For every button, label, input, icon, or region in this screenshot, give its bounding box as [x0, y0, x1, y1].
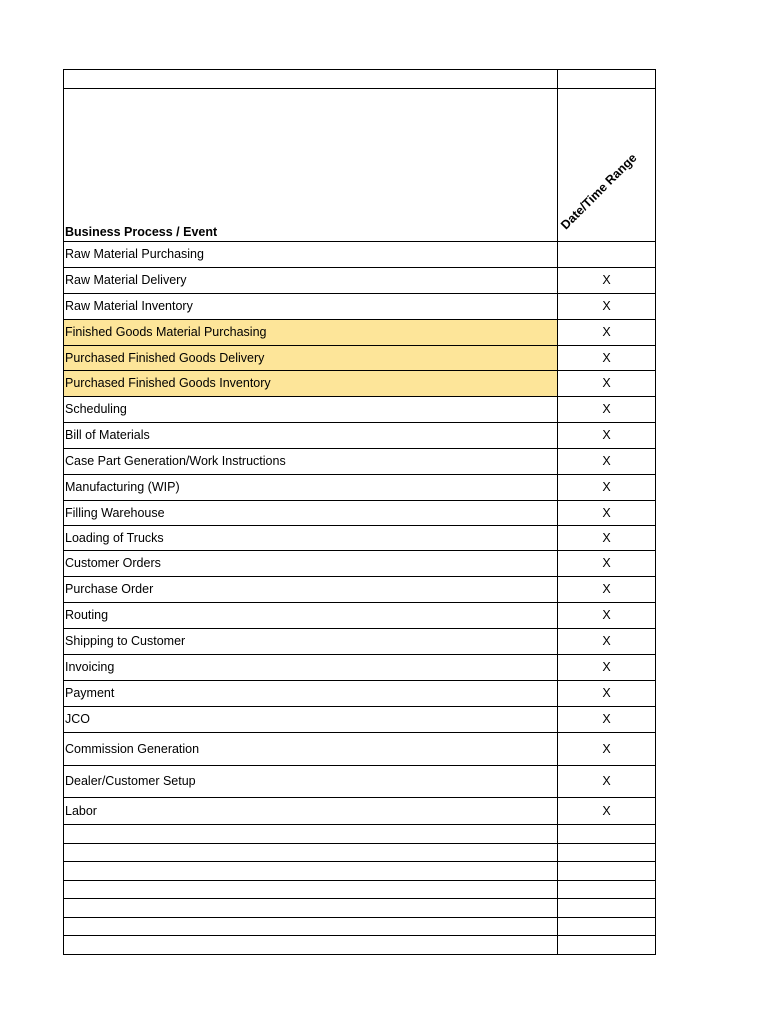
table-row: [64, 526, 656, 551]
date-time-range-mark: X: [558, 501, 656, 526]
process-name-cell: Dealer/Customer Setup: [64, 766, 558, 798]
date-time-range-mark: X: [558, 766, 656, 798]
date-time-range-mark: X: [558, 449, 656, 475]
date-time-range-mark: [558, 899, 656, 918]
table-row: [64, 346, 656, 371]
empty-row: [64, 918, 656, 936]
empty-row: [64, 825, 656, 844]
table-row: [64, 268, 656, 294]
process-name-cell: [64, 825, 558, 844]
date-time-range-mark: X: [558, 346, 656, 371]
date-time-range-mark: X: [558, 371, 656, 397]
date-time-range-mark: X: [558, 577, 656, 603]
process-name-cell: [64, 881, 558, 899]
process-name-cell: Raw Material Delivery: [64, 268, 558, 294]
date-time-range-mark: [558, 825, 656, 844]
process-name-cell: Customer Orders: [64, 551, 558, 577]
table-row: [64, 242, 656, 268]
process-name-cell: [64, 899, 558, 918]
table-row: [64, 798, 656, 825]
process-name-cell: Scheduling: [64, 397, 558, 423]
empty-row: [64, 881, 656, 899]
process-name-cell: [64, 844, 558, 862]
date-time-range-mark: X: [558, 681, 656, 707]
process-name-cell: Purchase Order: [64, 577, 558, 603]
table-row: [64, 766, 656, 798]
process-name-cell: Payment: [64, 681, 558, 707]
header-date-time-range-cell: [558, 89, 656, 242]
table-row: [64, 603, 656, 629]
process-table-body: [64, 70, 656, 955]
process-name-cell: Raw Material Inventory: [64, 294, 558, 320]
date-time-range-mark: X: [558, 798, 656, 825]
date-time-range-mark: X: [558, 603, 656, 629]
date-time-range-mark: [558, 936, 656, 955]
table-row: [64, 681, 656, 707]
empty-row: [64, 936, 656, 955]
table-row: [64, 449, 656, 475]
blank-top-cell-mark: [558, 70, 656, 89]
table-row: [64, 707, 656, 733]
table-row: [64, 475, 656, 501]
date-time-range-mark: X: [558, 268, 656, 294]
table-row: [64, 655, 656, 681]
table-row: [64, 629, 656, 655]
header-business-process: Business Process / Event: [64, 89, 558, 242]
process-table: [63, 69, 656, 955]
date-time-range-mark: X: [558, 475, 656, 501]
date-time-range-mark: X: [558, 294, 656, 320]
date-time-range-mark: X: [558, 707, 656, 733]
process-name-cell: JCO: [64, 707, 558, 733]
process-name-cell: Labor: [64, 798, 558, 825]
table-row: [64, 371, 656, 397]
process-name-cell: Commission Generation: [64, 733, 558, 766]
process-name-cell: [64, 936, 558, 955]
date-time-range-mark: X: [558, 655, 656, 681]
table-row: [64, 423, 656, 449]
date-time-range-mark: X: [558, 397, 656, 423]
process-name-cell: Manufacturing (WIP): [64, 475, 558, 501]
date-time-range-mark: [558, 242, 656, 268]
date-time-range-mark: [558, 918, 656, 936]
table-row: [64, 551, 656, 577]
process-name-cell: Shipping to Customer: [64, 629, 558, 655]
blank-top-row: [64, 70, 656, 89]
table-row: [64, 733, 656, 766]
process-name-cell: Invoicing: [64, 655, 558, 681]
date-time-range-mark: [558, 844, 656, 862]
table-row: [64, 397, 656, 423]
date-time-range-mark: X: [558, 320, 656, 346]
process-name-cell: Finished Goods Material Purchasing: [64, 320, 558, 346]
date-time-range-mark: X: [558, 733, 656, 766]
date-time-range-mark: X: [558, 629, 656, 655]
process-name-cell: Purchased Finished Goods Inventory: [64, 371, 558, 397]
empty-row: [64, 862, 656, 881]
date-time-range-mark: X: [558, 526, 656, 551]
process-name-cell: Raw Material Purchasing: [64, 242, 558, 268]
process-name-cell: Loading of Trucks: [64, 526, 558, 551]
table-row: [64, 577, 656, 603]
process-name-cell: Bill of Materials: [64, 423, 558, 449]
blank-top-cell-process: [64, 70, 558, 89]
process-name-cell: Case Part Generation/Work Instructions: [64, 449, 558, 475]
process-name-cell: [64, 862, 558, 881]
table-row: [64, 501, 656, 526]
header-date-time-range: Date/Time Range: [558, 150, 640, 232]
table-row: [64, 294, 656, 320]
process-name-cell: Filling Warehouse: [64, 501, 558, 526]
empty-row: [64, 899, 656, 918]
date-time-range-mark: [558, 881, 656, 899]
table-row: [64, 320, 656, 346]
process-name-cell: [64, 918, 558, 936]
date-time-range-mark: X: [558, 551, 656, 577]
date-time-range-mark: [558, 862, 656, 881]
date-time-range-mark: X: [558, 423, 656, 449]
process-name-cell: Purchased Finished Goods Delivery: [64, 346, 558, 371]
empty-row: [64, 844, 656, 862]
process-name-cell: Routing: [64, 603, 558, 629]
header-row: [64, 89, 656, 242]
